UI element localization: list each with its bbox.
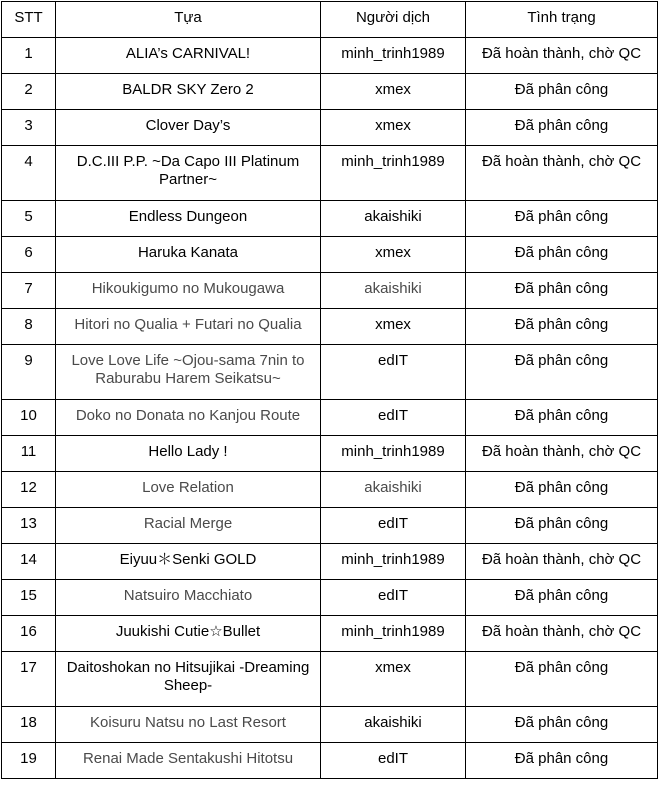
cell-stt: 9 <box>2 345 56 400</box>
header-row <box>2 2 658 38</box>
cell-status: Đã phân công <box>466 309 658 345</box>
cell-stt: 15 <box>2 580 56 616</box>
cell-translator: minh_trinh1989 <box>321 38 466 74</box>
cell-status: Đã hoàn thành, chờ QC <box>466 616 658 652</box>
cell-title: ALIA’s CARNIVAL! <box>56 38 321 74</box>
cell-status: Đã phân công <box>466 201 658 237</box>
cell-translator: minh_trinh1989 <box>321 544 466 580</box>
table-row <box>2 472 658 508</box>
table-row <box>2 146 658 201</box>
table-row <box>2 237 658 273</box>
cell-title: Hello Lady ! <box>56 436 321 472</box>
table-row <box>2 38 658 74</box>
cell-status: Đã phân công <box>466 110 658 146</box>
header-translator: Người dịch <box>321 2 466 38</box>
cell-title: Daitoshokan no Hitsujikai -Dreaming Sheep- <box>56 652 321 707</box>
cell-translator: xmex <box>321 309 466 345</box>
cell-status: Đã phân công <box>466 74 658 110</box>
cell-translator: akaishiki <box>321 707 466 743</box>
table-row <box>2 309 658 345</box>
table-row <box>2 707 658 743</box>
cell-title: Natsuiro Macchiato <box>56 580 321 616</box>
cell-stt: 14 <box>2 544 56 580</box>
cell-title: Doko no Donata no Kanjou Route <box>56 400 321 436</box>
cell-status: Đã phân công <box>466 472 658 508</box>
table-row <box>2 544 658 580</box>
cell-stt: 3 <box>2 110 56 146</box>
cell-title: BALDR SKY Zero 2 <box>56 74 321 110</box>
header-status: Tình trạng <box>466 2 658 38</box>
cell-translator: akaishiki <box>321 273 466 309</box>
cell-translator: minh_trinh1989 <box>321 436 466 472</box>
table-row <box>2 436 658 472</box>
table-row <box>2 110 658 146</box>
table-row <box>2 580 658 616</box>
cell-status: Đã hoàn thành, chờ QC <box>466 544 658 580</box>
table-row <box>2 273 658 309</box>
cell-translator: edIT <box>321 508 466 544</box>
table-row <box>2 508 658 544</box>
cell-stt: 2 <box>2 74 56 110</box>
cell-stt: 5 <box>2 201 56 237</box>
cell-title: Love Love Life ~Ojou-sama 7nin to Raburabu Harem Seikatsu~ <box>56 345 321 400</box>
cell-title: Racial Merge <box>56 508 321 544</box>
table-row <box>2 743 658 779</box>
cell-translator: xmex <box>321 237 466 273</box>
cell-stt: 8 <box>2 309 56 345</box>
cell-stt: 1 <box>2 38 56 74</box>
translation-status-table <box>1 1 658 779</box>
cell-stt: 10 <box>2 400 56 436</box>
cell-status: Đã phân công <box>466 580 658 616</box>
table-row <box>2 74 658 110</box>
cell-status: Đã phân công <box>466 237 658 273</box>
cell-status: Đã hoàn thành, chờ QC <box>466 436 658 472</box>
cell-translator: xmex <box>321 74 466 110</box>
cell-title: D.C.III P.P. ~Da Capo III Platinum Partner~ <box>56 146 321 201</box>
table-row <box>2 400 658 436</box>
cell-translator: akaishiki <box>321 201 466 237</box>
cell-stt: 7 <box>2 273 56 309</box>
cell-translator: akaishiki <box>321 472 466 508</box>
table-row <box>2 345 658 400</box>
cell-title: Endless Dungeon <box>56 201 321 237</box>
cell-title: Haruka Kanata <box>56 237 321 273</box>
cell-status: Đã phân công <box>466 400 658 436</box>
cell-stt: 17 <box>2 652 56 707</box>
cell-stt: 13 <box>2 508 56 544</box>
cell-stt: 16 <box>2 616 56 652</box>
cell-translator: edIT <box>321 345 466 400</box>
cell-stt: 4 <box>2 146 56 201</box>
header-stt: STT <box>2 2 56 38</box>
cell-translator: minh_trinh1989 <box>321 616 466 652</box>
cell-translator: edIT <box>321 743 466 779</box>
cell-title: Hitori no Qualia + Futari no Qualia <box>56 309 321 345</box>
cell-translator: xmex <box>321 652 466 707</box>
header-title: Tựa <box>56 2 321 38</box>
cell-status: Đã hoàn thành, chờ QC <box>466 38 658 74</box>
cell-translator: edIT <box>321 400 466 436</box>
cell-status: Đã phân công <box>466 707 658 743</box>
cell-stt: 11 <box>2 436 56 472</box>
cell-title: Renai Made Sentakushi Hitotsu <box>56 743 321 779</box>
cell-translator: edIT <box>321 580 466 616</box>
cell-stt: 12 <box>2 472 56 508</box>
cell-translator: xmex <box>321 110 466 146</box>
cell-title: Juukishi Cutie☆Bullet <box>56 616 321 652</box>
cell-title: Love Relation <box>56 472 321 508</box>
table-row <box>2 201 658 237</box>
cell-stt: 18 <box>2 707 56 743</box>
cell-status: Đã phân công <box>466 345 658 400</box>
table-row <box>2 616 658 652</box>
cell-stt: 6 <box>2 237 56 273</box>
cell-title: Hikoukigumo no Mukougawa <box>56 273 321 309</box>
cell-stt: 19 <box>2 743 56 779</box>
cell-status: Đã phân công <box>466 273 658 309</box>
cell-status: Đã phân công <box>466 743 658 779</box>
table-row <box>2 652 658 707</box>
cell-status: Đã phân công <box>466 652 658 707</box>
cell-title: Eiyuu＊Senki GOLD <box>56 544 321 580</box>
cell-title: Koisuru Natsu no Last Resort <box>56 707 321 743</box>
cell-status: Đã hoàn thành, chờ QC <box>466 146 658 201</box>
cell-status: Đã phân công <box>466 508 658 544</box>
cell-title: Clover Day’s <box>56 110 321 146</box>
cell-translator: minh_trinh1989 <box>321 146 466 201</box>
